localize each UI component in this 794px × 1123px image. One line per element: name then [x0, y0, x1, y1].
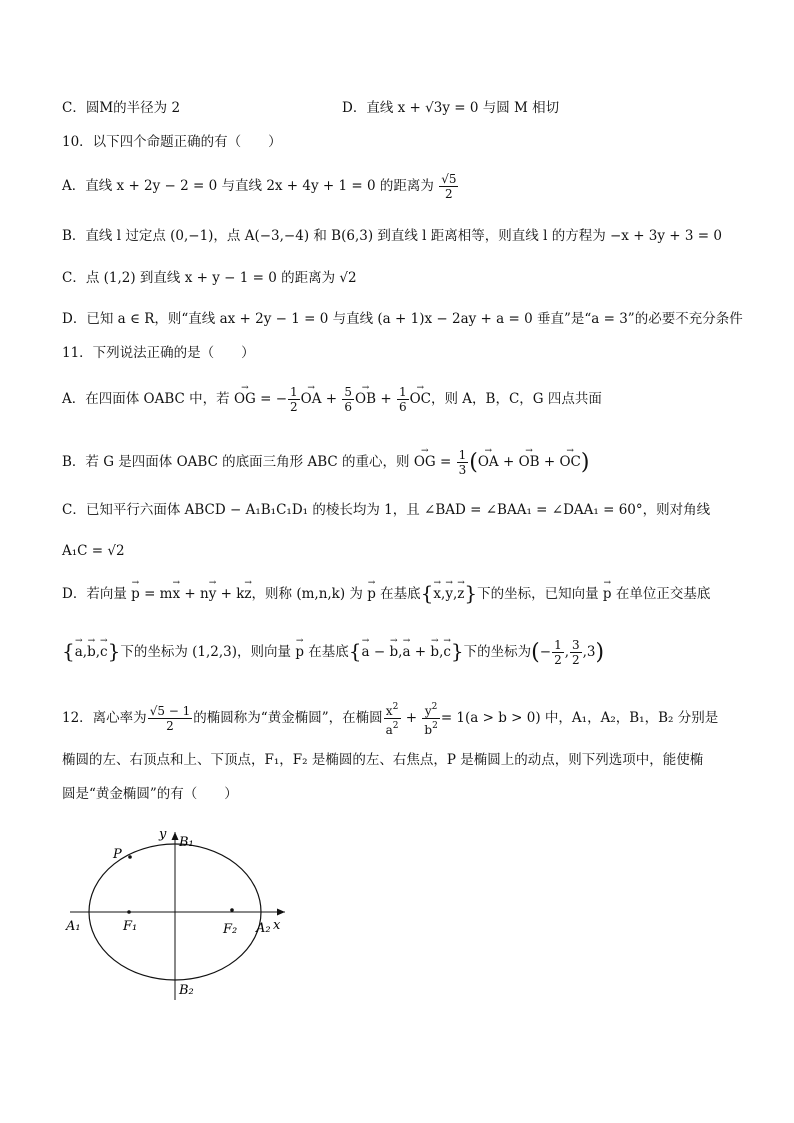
q10-option-d: D．已知 a ∈ R，则“直线 ax + 2y − 1 = 0 与直线 (a + 1)x − 2ay + a = 0 垂直”是“a = 3”的必要不充分条件 [62, 311, 743, 327]
q11-stem: 11．下列说法正确的是（ ） [62, 345, 255, 361]
point-p [128, 855, 132, 859]
label-p: P [113, 847, 122, 862]
q11-option-a: A．在四面体 OABC 中，若 → OG = − $\frac{1}{2}$ → OA + $\frac{5}{6}$ → OB + $\frac{1}{6}$ → OC，则 A，B，C，G 四点共面 [62, 385, 602, 414]
q11-option-c-line2: A₁C = √2 [62, 543, 125, 559]
q10-stem: 10．以下四个命题正确的有（ ） [62, 134, 282, 150]
q11-option-b: B．若 G 是四面体 OABC 的底面三角形 ABC 的重心，则 → OG = $\frac{1}{3}$ (→ OA + → OB + → OC) [62, 448, 589, 477]
label-x: x [273, 918, 281, 933]
q10-option-a: A．直线 x + 2y − 2 = 0 与直线 2x + 4y + 1 = 0 的距离为 $\frac{√5}{2}$ [62, 172, 457, 201]
q12-stem-line2: 椭圆的左、右顶点和上、下顶点，F₁，F₂ 是椭圆的左、右焦点，P 是椭圆上的动点，则下列选项中，能使椭 [62, 752, 704, 768]
x-axis-arrow [277, 909, 285, 916]
ellipse-figure [60, 820, 300, 1010]
label-a1: A₁ [66, 919, 81, 934]
point-f1 [127, 910, 131, 914]
q9-option-c: C．圆M的半径为 2 [62, 100, 181, 116]
q10-option-c: C．点 (1,2) 到直线 x + y − 1 = 0 的距离为 √2 [62, 270, 357, 286]
q10-a-numerator: √5 [441, 172, 457, 186]
q12-stem-line1: 12．离心率为 $\frac{√5 - 1}{2}$ 的椭圆称为“黄金椭圆”，在椭圆 $\frac{x^2}{a^2}$ + $\frac{y^2}{b^2}$ = 1(a > b > 0) 中，A₁，A₂，B₁，B₂ 分别是 [62, 702, 719, 737]
label-b2: B₂ [179, 983, 194, 998]
q11-option-d-line2: {→ a,→ b,→ c}下的坐标为 (1,2,3)，则向量 → p 在基底{→ a − → b,→ a + → b,→ c}下的坐标为(− $\frac{1}{2}$ , $\frac{3}{2}$ ,3) [62, 638, 604, 667]
label-a2: A₂ [256, 921, 271, 936]
q10-a-denominator: 2 [445, 187, 453, 201]
label-y: y [159, 827, 167, 842]
label-f2: F₂ [223, 922, 238, 937]
q12-stem-line3: 圆是“黄金椭圆”的有（ ） [62, 786, 238, 802]
q11-option-c-line1: C．已知平行六面体 ABCD − A₁B₁C₁D₁ 的棱长均为 1，且 ∠BAD = ∠BAA₁ = ∠DAA₁ = 60°，则对角线 [62, 502, 711, 518]
label-f1: F₁ [123, 919, 138, 934]
q11-option-d-line1: D．若向量 → p = m→ x + n→ y + k→ z，则称 (m,n,k) 为 → p 在基底{→ x,→ y,→ z}下的坐标，已知向量 → p 在单位正交基底 [62, 583, 710, 604]
label-b1: B₁ [179, 835, 194, 850]
y-axis-arrow [172, 832, 179, 840]
q10-option-b: B．直线 l 过定点 (0,−1)，点 A(−3,−4) 和 B(6,3) 到直线 l 距离相等，则直线 l 的方程为 −x + 3y + 3 = 0 [62, 228, 722, 244]
q9-option-d: D．直线 x + √3y = 0 与圆 M 相切 [342, 100, 560, 116]
point-f2 [230, 908, 234, 912]
